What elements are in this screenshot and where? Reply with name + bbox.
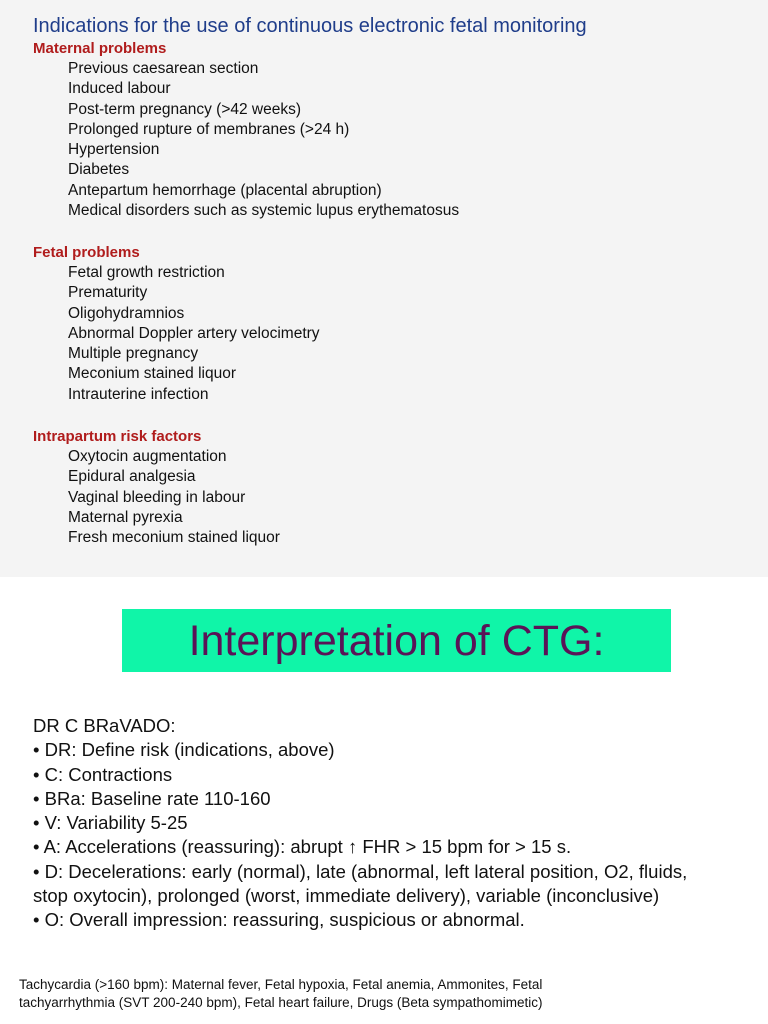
list-item: Multiple pregnancy [68, 345, 199, 363]
section-heading: Intrapartum risk factors [33, 428, 202, 445]
list-item: Induced labour [68, 80, 171, 98]
list-item: Intrauterine infection [68, 385, 209, 403]
list-item: Prematurity [68, 284, 148, 302]
list-item: Maternal pyrexia [68, 508, 183, 526]
bravado-line: stop oxytocin), prolonged (worst, immediate delivery), variable (inconclusive) [33, 885, 660, 907]
footer-line: tachyarrhythmia (SVT 200-240 bpm), Fetal heart failure, Drugs (Beta sympathomimetic) [19, 995, 543, 1010]
list-item: Epidural analgesia [68, 468, 196, 486]
list-item: Hypertension [68, 141, 160, 159]
list-item: Oxytocin augmentation [68, 448, 227, 465]
bravado-heading: DR C BRaVADO: [33, 715, 176, 736]
list-item: Diabetes [68, 161, 130, 179]
list-item: Abnormal Doppler artery velocimetry [68, 324, 320, 342]
bravado-line: • O: Overall impression: reassuring, suspicious or abnormal. [33, 909, 525, 931]
page-title: Indications for the use of continuous electronic fetal monitoring [33, 15, 587, 37]
list-item: Medical disorders such as systemic lupus erythematosus [68, 202, 460, 220]
fetal-problems-section [33, 243, 753, 405]
bravado-line: • A: Accelerations (reassuring): abrupt ↑ FHR > 15 bpm for > 15 s. [33, 836, 572, 858]
tachycardia-note [19, 976, 759, 1012]
list-item: Antepartum hemorrhage (placental abruption) [68, 181, 382, 199]
list-item: Vaginal bleeding in labour [68, 488, 246, 506]
intrapartum-risk-section [33, 427, 753, 548]
section-heading: Fetal problems [33, 244, 140, 261]
bravado-line: • DR: Define risk (indications, above) [33, 739, 335, 761]
section-heading: Maternal problems [33, 40, 167, 57]
ctg-title-banner [122, 609, 671, 672]
list-item: Post-term pregnancy (>42 weeks) [68, 100, 302, 118]
list-item: Fresh meconium stained liquor [68, 529, 280, 547]
bravado-line: • BRa: Baseline rate 110-160 [33, 787, 271, 809]
maternal-problems-section [33, 39, 753, 221]
list-item: Prolonged rupture of membranes (>24 h) [68, 120, 350, 138]
bravado-line: • D: Decelerations: early (normal), late (abnormal, left lateral position, O2, fluids, [33, 860, 688, 882]
list-item: Previous caesarean section [68, 60, 259, 77]
list-item: Meconium stained liquor [68, 365, 237, 383]
bravado-line: • V: Variability 5-25 [33, 812, 188, 834]
list-item: Fetal growth restriction [68, 264, 225, 281]
bravado-block [33, 714, 763, 933]
footer-line: Tachycardia (>160 bpm): Maternal fever, Fetal hypoxia, Fetal anemia, Ammonites, Fetal [19, 977, 543, 992]
ctg-title: Interpretation of CTG: [188, 616, 605, 665]
list-item: Oligohydramnios [68, 304, 185, 322]
bravado-line: • C: Contractions [33, 763, 173, 785]
